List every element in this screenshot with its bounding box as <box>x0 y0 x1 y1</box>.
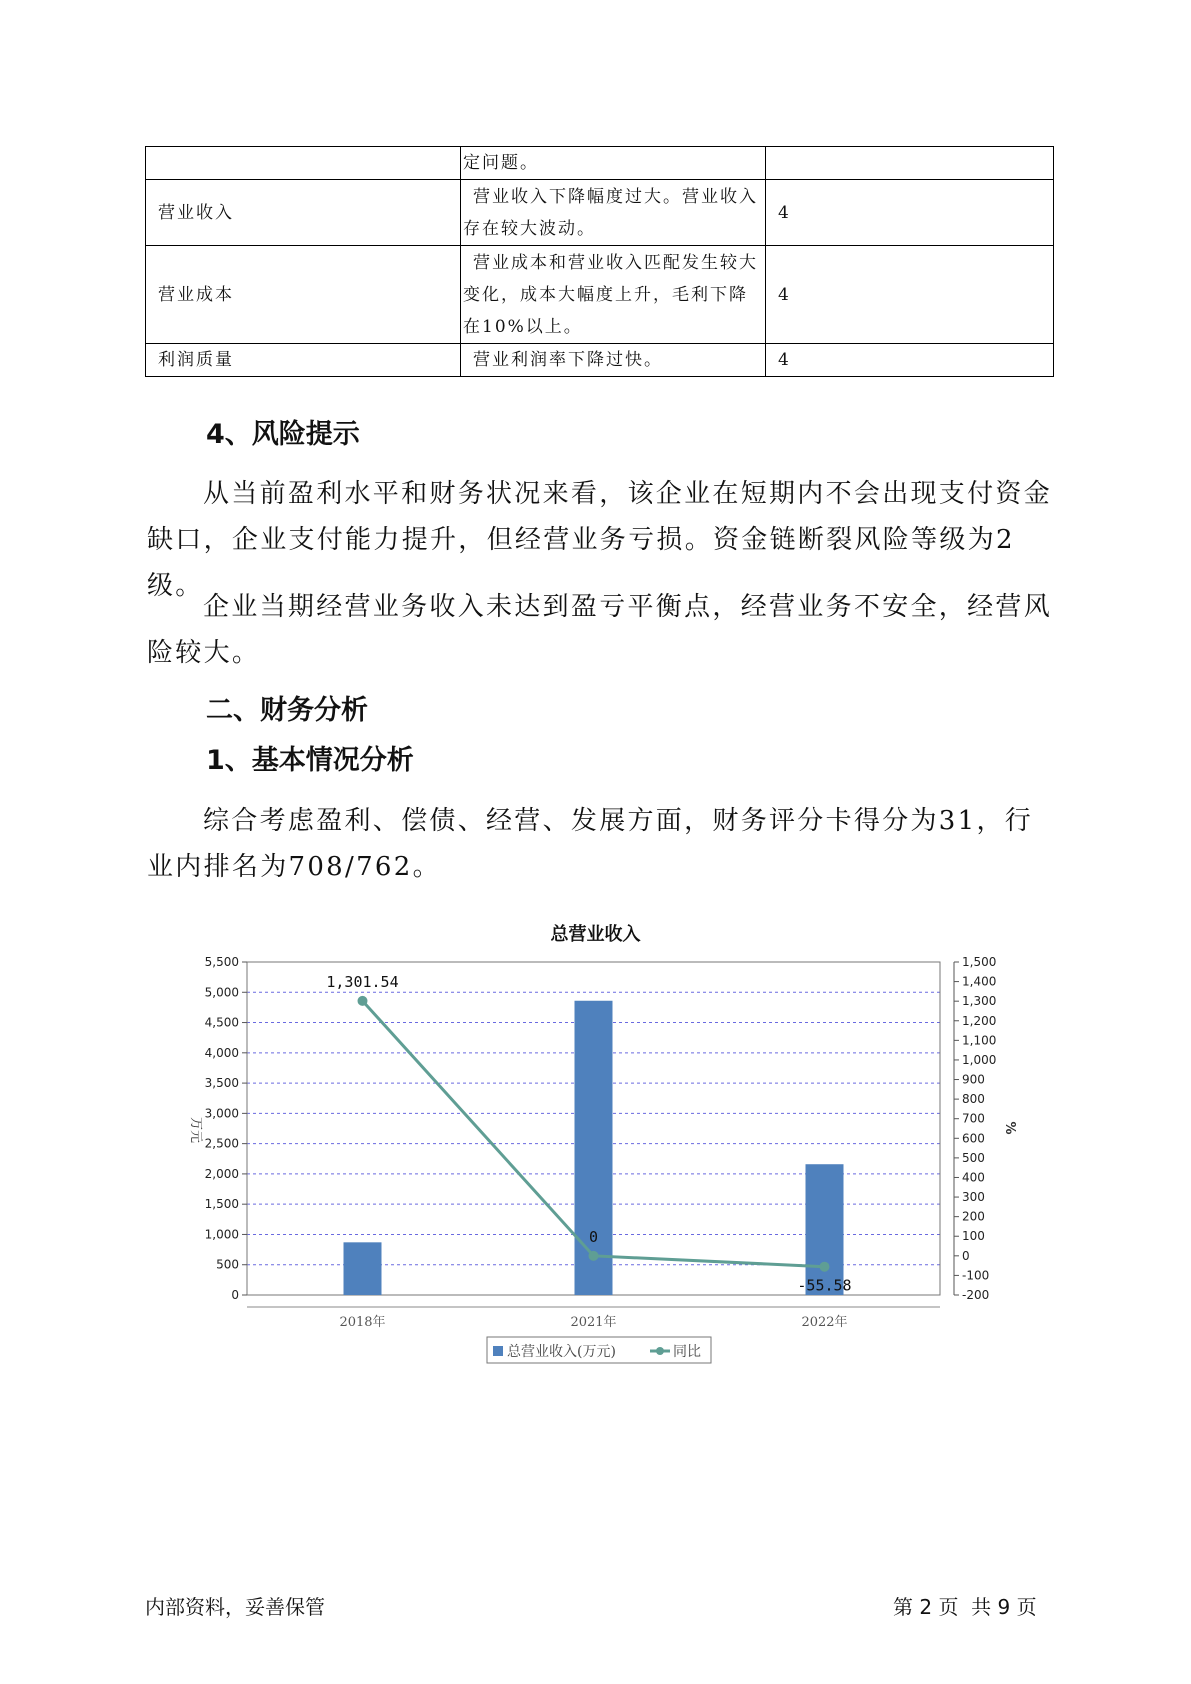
y-right-tick-label: 600 <box>962 1131 985 1146</box>
finance-heading: 二、财务分析 <box>206 695 368 726</box>
y-tick-label: 3,500 <box>204 1076 239 1091</box>
risk-heading: 4、风险提示 <box>206 419 360 450</box>
table-cell-score: 4 <box>766 180 1054 246</box>
table-cell-item: 营业收入 <box>146 180 461 246</box>
x-tick-label: 2018年 <box>339 1315 386 1330</box>
y-right-tick-label: -100 <box>962 1268 990 1283</box>
legend-bar-swatch <box>493 1346 503 1356</box>
y-right-tick-label: 500 <box>962 1150 985 1165</box>
bar <box>806 1164 844 1295</box>
y-tick-label: 2,500 <box>204 1136 239 1151</box>
x-tick-label: 2022年 <box>801 1315 848 1330</box>
line-point <box>820 1262 830 1272</box>
y-right-tick-label: 400 <box>962 1170 985 1185</box>
table-cell-item: 利润质量 <box>146 344 461 377</box>
y-right-tick-label: 800 <box>962 1092 985 1107</box>
risk-paragraph-1: 从当前盈利水平和财务状况来看，该企业在短期内不会出现支付资金缺口，企业支付能力提升，但经营业务亏损。资金链断裂风险等级为2级。 <box>147 479 1053 601</box>
table-cell-item: 营业成本 <box>146 246 461 344</box>
y-tick-label: 3,000 <box>204 1106 239 1121</box>
y-axis-label: 万元 <box>188 1116 203 1144</box>
y-tick-label: 1,500 <box>204 1197 239 1212</box>
data-label: -55.58 <box>797 1276 852 1295</box>
legend-bar-label: 总营业收入(万元) <box>507 1344 616 1360</box>
y-right-tick-label: 1,200 <box>962 1013 997 1028</box>
y-right-tick-label: 200 <box>962 1209 985 1224</box>
footer-left: 内部资料，妥善保管 <box>145 1595 325 1619</box>
y-right-tick-label: 1,000 <box>962 1052 997 1067</box>
table-cell-score: 4 <box>766 246 1054 344</box>
y-tick-label: 1,000 <box>204 1227 239 1242</box>
y-right-tick-label: 100 <box>962 1229 985 1244</box>
x-tick-label: 2021年 <box>570 1315 617 1330</box>
chart-title: 总营业收入 <box>550 924 641 945</box>
y-right-tick-label: 1,500 <box>962 955 997 969</box>
y-tick-label: 500 <box>216 1257 239 1272</box>
cell-text: 营业成本和营业收入匹配发生较大变化，成本大幅度上升，毛利下降在10%以上。 <box>463 252 758 337</box>
y-right-tick-label: 300 <box>962 1190 985 1205</box>
line-point <box>358 996 368 1006</box>
footer-page-number: 第 2 页 共 9 页 <box>893 1595 1037 1619</box>
legend-line-marker <box>656 1347 664 1355</box>
bar <box>344 1242 382 1295</box>
y-right-tick-label: 900 <box>962 1072 985 1087</box>
y-tick-label: 4,500 <box>204 1015 239 1030</box>
data-label: 1,301.54 <box>326 972 399 991</box>
y-tick-label: 2,000 <box>204 1166 239 1181</box>
y-tick-label: 5,500 <box>204 955 239 969</box>
y-right-tick-label: -200 <box>962 1288 990 1302</box>
table-cell-score: 4 <box>766 344 1054 377</box>
line-point <box>589 1251 599 1261</box>
y-tick-label: 0 <box>231 1288 239 1302</box>
data-label: 0 <box>588 1227 599 1246</box>
cell-text: 营业收入下降幅度过大。营业收入存在较大波动。 <box>463 186 758 239</box>
y-axis-right-label: % <box>1002 1121 1017 1135</box>
cell-text: 营业利润率下降过快。 <box>473 350 663 370</box>
y-right-tick-label: 0 <box>962 1248 970 1263</box>
y-tick-label: 4,000 <box>204 1045 239 1060</box>
y-right-tick-label: 700 <box>962 1111 985 1126</box>
y-right-tick-label: 1,400 <box>962 974 997 989</box>
basic-heading: 1、基本情况分析 <box>206 745 414 776</box>
risk-paragraph-2: 企业当期经营业务收入未达到盈亏平衡点，经营业务不安全，经营风险较大。 <box>147 592 1053 668</box>
y-right-tick-label: 1,100 <box>962 1033 997 1048</box>
cell-text: 定问题。 <box>463 153 539 173</box>
y-right-tick-label: 1,300 <box>962 994 997 1009</box>
legend-line-label: 同比 <box>673 1344 701 1360</box>
y-tick-label: 5,000 <box>204 985 239 1000</box>
basic-paragraph: 综合考虑盈利、偿债、经营、发展方面，财务评分卡得分为31，行业内排名为708/762。 <box>147 806 1034 882</box>
